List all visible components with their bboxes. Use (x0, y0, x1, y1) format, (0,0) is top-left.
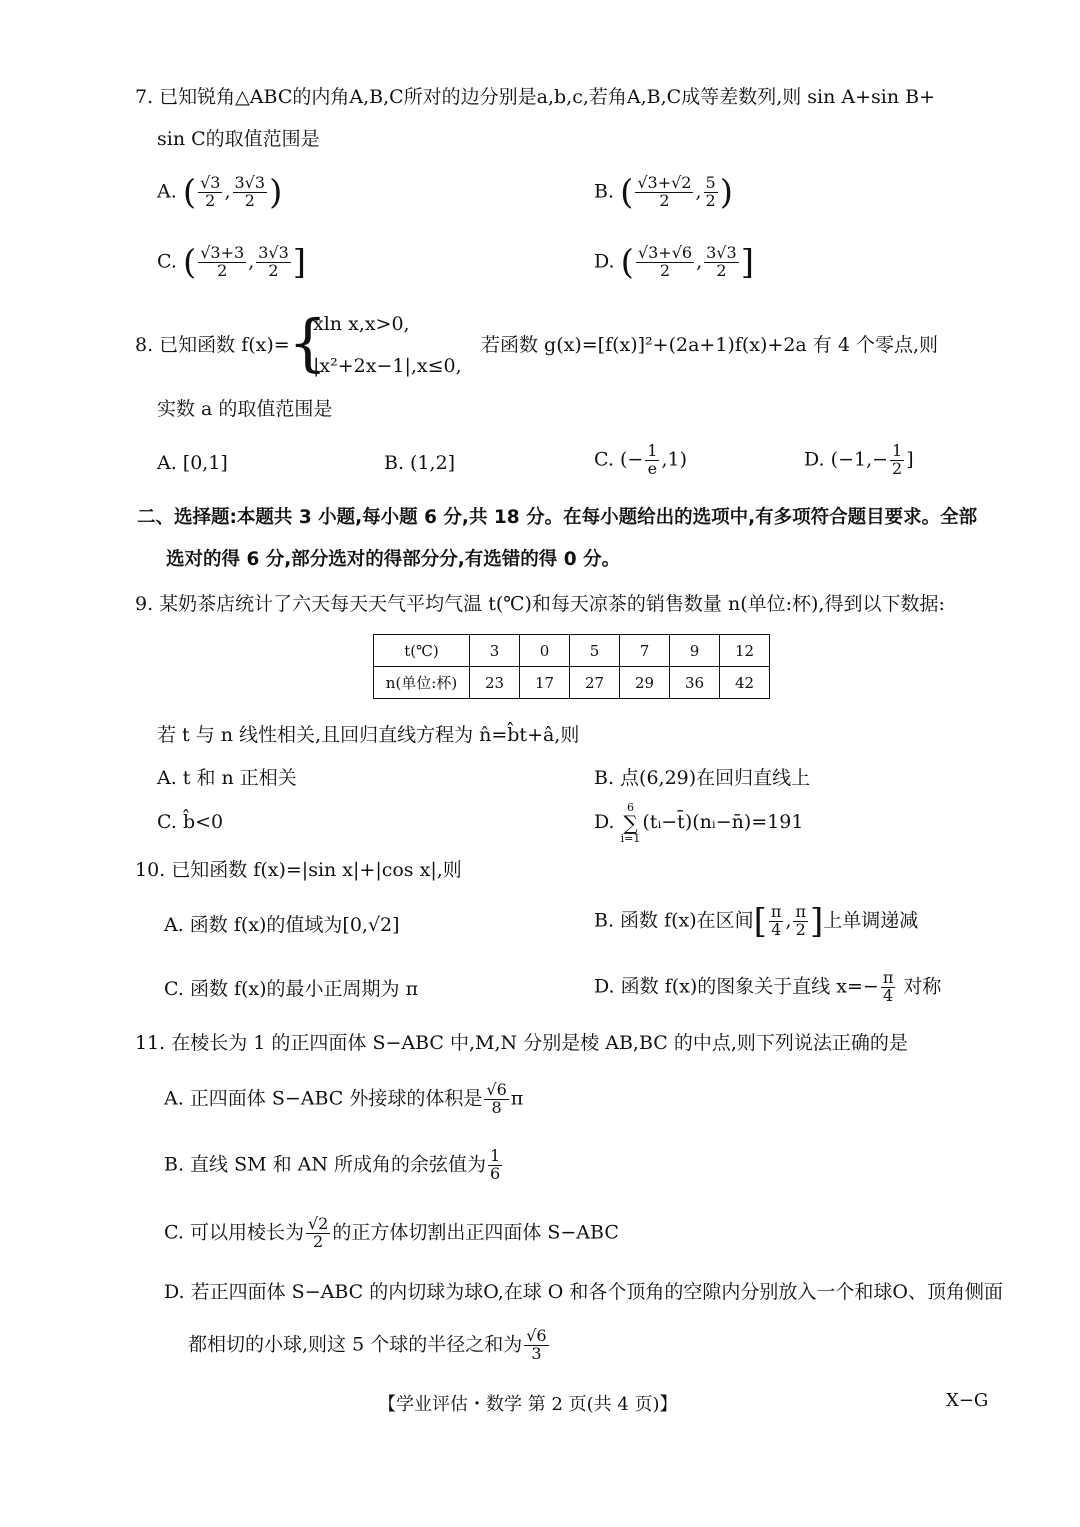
q11-option-c: C. 可以用棱长为 $\frac{√2}{2}$ 的正方体切割出正四面体 S−ABC (164, 1214, 619, 1251)
q8-suffix: 若函数 g(x)=[f(x)]²+(2a+1)f(x)+2a 有 4 个零点,则 (481, 334, 939, 356)
q10-option-c: C. 函数 f(x)的最小正周期为 π (164, 978, 419, 1000)
q11-option-b: B. 直线 SM 和 AN 所成角的余弦值为 $\frac{1}{6}$ (164, 1146, 501, 1183)
q8-option-a: A. [0,1] (157, 452, 228, 474)
q11-option-d-line1: D. 若正四面体 S−ABC 的内切球为球O,在球 O 和各个顶角的空隙内分别放入一个和球O、顶角侧面 (164, 1281, 1003, 1303)
q8-stem-line2: 实数 a 的取值范围是 (157, 398, 333, 420)
q7-option-c: C. ( $\frac{√3+3}{2}$ , $\frac{3√3}{2}$ ] (157, 242, 307, 283)
q7-option-d: D. ( $\frac{√3+√6}{2}$ , $\frac{3√3}{2}$ ] (594, 242, 754, 283)
table-cell: 36 (670, 667, 720, 699)
paper-code: X−G (946, 1390, 989, 1411)
q10-stem: 10. 已知函数 f(x)=|sin x|+|cos x|,则 (135, 859, 462, 881)
q8-option-c: C. (− $\frac{1}{e}$ ,1) (594, 441, 688, 478)
q8-option-b: B. (1,2] (384, 452, 456, 474)
q8-option-d: D. (−1,− $\frac{1}{2}$ ] (804, 441, 914, 478)
q9-option-d: D. 6 ∑ i=1 (tᵢ−t̄)(nᵢ−n̄)=191 (594, 801, 804, 845)
q9-stem-line2: 若 t 与 n 线性相关,且回归直线方程为 n̂=b̂t+â,则 (157, 724, 580, 746)
table-cell: 27 (570, 667, 620, 699)
q7-option-a: A. ( $\frac{√3}{2}$ , $\frac{3√3}{2}$ ) (157, 172, 283, 213)
table-cell: 29 (620, 667, 670, 699)
table-cell: 12 (720, 635, 770, 667)
table-row (374, 667, 770, 699)
q7-stem-line2: sin C的取值范围是 (157, 128, 320, 150)
table-cell: 17 (520, 667, 570, 699)
q8-case-2: |x²+2x−1|,x≤0, (313, 355, 462, 377)
q7-stem-line1: 7. 已知锐角△ABC的内角A,B,C所对的边分别是a,b,c,若角A,B,C成等差数列,则 sin A+sin B+ (135, 86, 936, 108)
q9-option-b: B. 点(6,29)在回归直线上 (594, 767, 811, 789)
table-cell: 7 (620, 635, 670, 667)
table-cell: 42 (720, 667, 770, 699)
q11-stem: 11. 在棱长为 1 的正四面体 S−ABC 中,M,N 分别是棱 AB,BC 的中点,则下列说法正确的是 (135, 1032, 908, 1054)
piecewise-brace: { (288, 306, 328, 379)
page-footer: 【学业评估・数学 第 2 页(共 4 页)】 (378, 1394, 678, 1415)
q11-option-a: A. 正四面体 S−ABC 外接球的体积是 $\frac{√6}{8}$ π (164, 1080, 524, 1117)
q10-option-d: D. 函数 f(x)的图象关于直线 x=− $\frac{\pi}{4}$ 对称 (594, 968, 942, 1005)
section2-heading-line2: 选对的得 6 分,部分选对的得部分分,有选错的得 0 分。 (166, 549, 621, 570)
table-row (374, 635, 770, 667)
table-cell: 3 (470, 635, 520, 667)
table-cell: 0 (520, 635, 570, 667)
q8-prefix: 8. 已知函数 f(x)= (135, 334, 290, 356)
q9-option-c: C. b̂<0 (157, 811, 224, 833)
table-header-cell: t(℃) (374, 635, 470, 667)
section2-heading-line1: 二、选择题:本题共 3 小题,每小题 6 分,共 18 分。在每小题给出的选项中,有多项符合题目要求。全部 (137, 507, 978, 528)
table-cell: 23 (470, 667, 520, 699)
q10-option-a: A. 函数 f(x)的值域为[0,√2] (164, 914, 400, 936)
q9-option-a: A. t 和 n 正相关 (157, 767, 297, 789)
q10-option-b: B. 函数 f(x)在区间[ $\frac{\pi}{4}$ , $\frac{\pi}{2}$ ]上单调递减 (594, 901, 919, 942)
q9-stem: 9. 某奶茶店统计了六天每天天气平均气温 t(℃)和每天凉茶的销售数量 n(单位:杯),得到以下数据: (135, 593, 945, 615)
table-cell: 5 (570, 635, 620, 667)
q8-case-1: xln x,x>0, (313, 313, 410, 335)
q7-option-b: B. ( $\frac{√3+√2}{2}$ , $\frac{5}{2}$ ) (594, 172, 733, 213)
q11-option-d-line2: 都相切的小球,则这 5 个球的半径之和为 $\frac{√6}{3}$ (188, 1326, 547, 1363)
q9-data-table (373, 634, 770, 699)
table-cell: 9 (670, 635, 720, 667)
table-header-cell: n(单位:杯) (374, 667, 470, 699)
